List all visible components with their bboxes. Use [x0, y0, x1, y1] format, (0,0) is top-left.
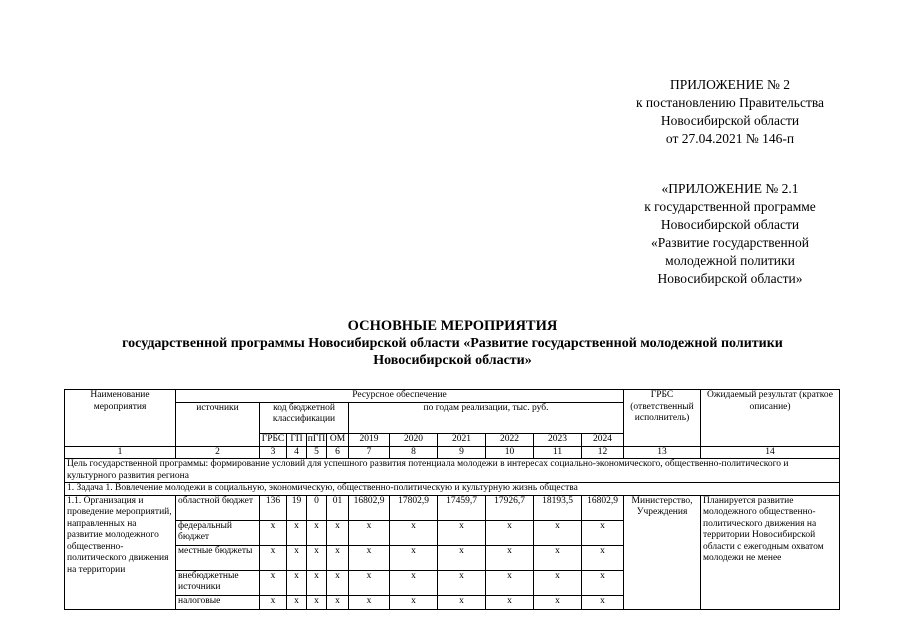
- code-cell: 01: [327, 495, 349, 520]
- value-cell: x: [349, 545, 390, 570]
- source-cell: областной бюджет: [176, 495, 260, 520]
- code-cell: 19: [287, 495, 307, 520]
- code-cell: x: [327, 570, 349, 595]
- value-cell: x: [582, 520, 624, 545]
- value-cell: x: [534, 595, 582, 609]
- value-cell: x: [390, 545, 438, 570]
- column-number: 13: [624, 446, 701, 459]
- program-appendix-header: [600, 180, 860, 288]
- value-cell: x: [486, 570, 534, 595]
- value-cell: x: [438, 595, 486, 609]
- appendix-line: «ПРИЛОЖЕНИЕ № 2.1: [661, 181, 799, 196]
- appendix-line: молодежной политики: [665, 253, 795, 268]
- value-cell: 17459,7: [438, 495, 486, 520]
- code-cell: x: [287, 595, 307, 609]
- value-cell: 18193,5: [534, 495, 582, 520]
- appendix-line: ПРИЛОЖЕНИЕ № 2: [669, 77, 791, 92]
- value-cell: x: [534, 520, 582, 545]
- header-year: 2023: [534, 433, 582, 446]
- header-sources: источники: [176, 402, 260, 446]
- column-number: 4: [287, 446, 307, 459]
- value-cell: x: [349, 520, 390, 545]
- value-cell: x: [486, 520, 534, 545]
- code-cell: x: [327, 595, 349, 609]
- column-number: 12: [582, 446, 624, 459]
- measure-grbs: Министерство, Учреждения: [624, 495, 701, 609]
- value-cell: x: [486, 595, 534, 609]
- header-code: ОМ: [327, 433, 349, 446]
- code-cell: x: [307, 520, 327, 545]
- header-budget-code: код бюджетной классификации: [260, 402, 349, 433]
- code-cell: x: [327, 520, 349, 545]
- appendix-line: Новосибирской области: [660, 113, 800, 128]
- appendix-line: к постановлению Правительства: [635, 95, 825, 110]
- value-cell: 16802,9: [582, 495, 624, 520]
- value-cell: x: [582, 545, 624, 570]
- source-cell: местные бюджеты: [176, 545, 260, 570]
- code-cell: x: [307, 545, 327, 570]
- code-cell: x: [260, 520, 287, 545]
- title-line-2: государственной программы Новосибирской области «Развитие государственной молодежной политики: [122, 336, 783, 351]
- column-number: 5: [307, 446, 327, 459]
- header-code: пГП: [307, 433, 327, 446]
- value-cell: x: [534, 570, 582, 595]
- appendix-header: [600, 76, 860, 148]
- value-cell: x: [349, 595, 390, 609]
- column-number: 14: [701, 446, 840, 459]
- header-resources: Ресурсное обеспечение: [176, 390, 624, 403]
- header-year: 2020: [390, 433, 438, 446]
- title-line-1: ОСНОВНЫЕ МЕРОПРИЯТИЯ: [347, 318, 558, 334]
- header-code: ГРБС: [260, 433, 287, 446]
- value-cell: 17926,7: [486, 495, 534, 520]
- appendix-line: к государственной программе: [644, 199, 816, 214]
- value-cell: x: [390, 570, 438, 595]
- code-cell: x: [260, 545, 287, 570]
- column-number: 8: [390, 446, 438, 459]
- value-cell: x: [390, 520, 438, 545]
- column-number: 1: [65, 446, 176, 459]
- measure-name: 1.1. Организация и проведение мероприятий, направленных на развитие молодежного общественно-политического движения на территории: [65, 495, 176, 609]
- program-goal-row: Цель государственной программы: формирование условий для успешного развития потенциала молодежи в интересах социально-экономического, общественно-политического и культурного развития региона: [65, 459, 840, 483]
- measures-table: [64, 389, 840, 610]
- code-cell: 136: [260, 495, 287, 520]
- value-cell: x: [390, 595, 438, 609]
- code-cell: x: [287, 545, 307, 570]
- header-grbs: ГРБС (ответственный исполнитель): [624, 390, 701, 447]
- code-cell: x: [287, 570, 307, 595]
- value-cell: x: [438, 545, 486, 570]
- value-cell: 16802,9: [349, 495, 390, 520]
- code-cell: x: [327, 545, 349, 570]
- column-number: 11: [534, 446, 582, 459]
- title-line-3: Новосибирской области»: [373, 353, 532, 368]
- column-number: 7: [349, 446, 390, 459]
- appendix-line: Новосибирской области»: [657, 271, 803, 286]
- appendix-line: от 27.04.2021 № 146-п: [665, 131, 795, 146]
- source-cell: федеральный бюджет: [176, 520, 260, 545]
- header-year: 2021: [438, 433, 486, 446]
- header-name: Наименование мероприятия: [65, 390, 176, 447]
- value-cell: x: [582, 595, 624, 609]
- appendix-line: «Развитие государственной: [651, 235, 809, 250]
- value-cell: 17802,9: [390, 495, 438, 520]
- measure-expected-result: Планируется развитие молодежного общественно-политического движения на территории Новосибирской области с ежегодным охватом молодежи не менее: [701, 495, 840, 609]
- column-number: 2: [176, 446, 260, 459]
- column-number: 6: [327, 446, 349, 459]
- header-expected: Ожидаемый результат (краткое описание): [701, 390, 840, 447]
- column-number: 3: [260, 446, 287, 459]
- header-by-years: по годам реализации, тыс. руб.: [349, 402, 624, 433]
- value-cell: x: [438, 570, 486, 595]
- source-cell: внебюджетные источники: [176, 570, 260, 595]
- value-cell: x: [582, 570, 624, 595]
- appendix-line: Новосибирской области: [660, 217, 800, 232]
- source-cell: налоговые: [176, 595, 260, 609]
- code-cell: x: [260, 570, 287, 595]
- value-cell: x: [534, 545, 582, 570]
- header-year: 2022: [486, 433, 534, 446]
- value-cell: x: [486, 545, 534, 570]
- column-number: 10: [486, 446, 534, 459]
- code-cell: 0: [307, 495, 327, 520]
- column-number: 9: [438, 446, 486, 459]
- code-cell: x: [307, 595, 327, 609]
- value-cell: x: [438, 520, 486, 545]
- task-row: 1. Задача 1. Вовлечение молодежи в социальную, экономическую, общественно-политическую и культурную жизнь общества: [65, 483, 840, 496]
- code-cell: x: [260, 595, 287, 609]
- header-year: 2024: [582, 433, 624, 446]
- document-title: [40, 318, 865, 369]
- code-cell: x: [287, 520, 307, 545]
- header-year: 2019: [349, 433, 390, 446]
- header-code: ГП: [287, 433, 307, 446]
- code-cell: x: [307, 570, 327, 595]
- value-cell: x: [349, 570, 390, 595]
